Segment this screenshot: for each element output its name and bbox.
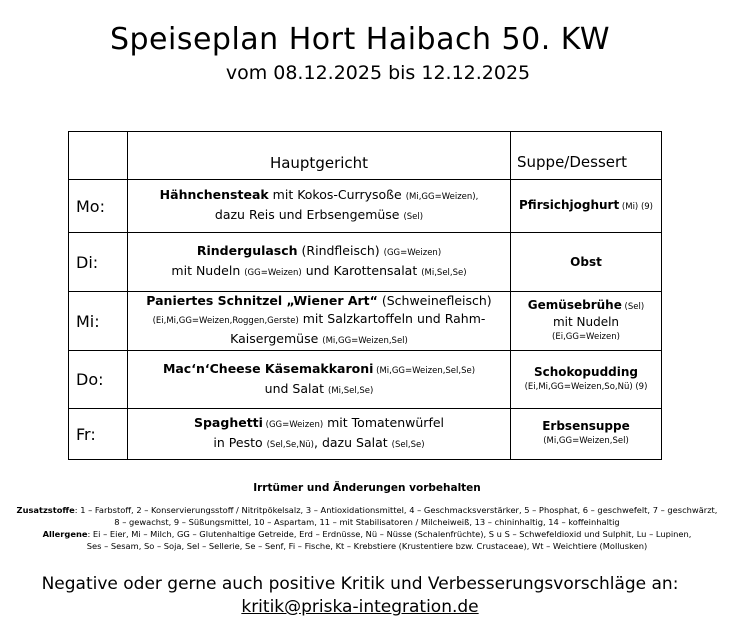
header-main-dish: Hauptgericht xyxy=(128,132,511,180)
table-row-monday xyxy=(69,180,662,233)
main-dish: Rindergulasch (Rindfleisch) (GG=Weizen) mit Nudeln (GG=Weizen) und Karottensalat (Mi,Sel,Se) xyxy=(128,233,511,292)
menu-table xyxy=(68,131,662,460)
day-label: Fr: xyxy=(69,409,128,460)
day-label: Mi: xyxy=(69,292,128,351)
day-label: Do: xyxy=(69,351,128,409)
additives-allergens-legend: Zusatzstoffe: 1 – Farbstoff, 2 – Konservierungsstoff / Nitritpökelsalz, 3 – Antioxidationsmittel, 4 – Geschmacksverstärker, 5 – Phosphat, 6 – geschwefelt, 7 – geschwärzt, 8 – gewachst, 9 – Süßungsmittel, 10 – Aspartam, 11 – mit Stabilisatoren / Milcheiweiß, 13 – chininhaltig, 14 – koffeinhaltig Allergene: Ei – Eier, Mi – Milch, GG – Glutenhaltige Getreide, Erd – Erdnüsse, Nü – Nüsse (Schalenfrüchte), S u S – Schwefeldioxid und Sulphit, Lu – Lupinen, Ses – Sesam, So – Soja, Sel – Sellerie, Se – Senf, Fi – Fische, Kt – Krebstiere (Krustentiere bzw. Crustaceae), Wt – Weichtiere (Mollusken) xyxy=(16,505,718,551)
main-dish: Paniertes Schnitzel „Wiener Art“ (Schweinefleisch) (Ei,Mi,GG=Weizen,Roggen,Gerste) mit Salzkartoffeln und Rahm- Kaisergemüse (Mi,GG=Weizen,Sel) xyxy=(128,292,511,351)
disclaimer-note: Irrtümer und Änderungen vorbehalten xyxy=(253,482,481,494)
table-header-row xyxy=(69,132,662,180)
main-dish: Spaghetti (GG=Weizen) mit Tomatenwürfel in Pesto (Sel,Se,Nü), dazu Salat (Sel,Se) xyxy=(128,409,511,460)
main-dish: Mac‘n‘Cheese Käsemakkaroni (Mi,GG=Weizen,Sel,Se) und Salat (Mi,Sel,Se) xyxy=(128,351,511,409)
date-range: vom 08.12.2025 bis 12.12.2025 xyxy=(225,62,531,84)
table-row-friday xyxy=(69,409,662,460)
feedback-email-link[interactable]: kritik@priska-integration.de xyxy=(241,597,479,617)
day-label: Di: xyxy=(69,233,128,292)
table-row-tuesday xyxy=(69,233,662,292)
table-row-thursday xyxy=(69,351,662,409)
header-soup-dessert: Suppe/Dessert xyxy=(511,132,662,180)
header-day xyxy=(69,132,128,180)
table-row-wednesday xyxy=(69,292,662,351)
feedback-text: Negative oder gerne auch positive Kritik und Verbesserungsvorschläge an: xyxy=(41,574,679,594)
main-dish: Hähnchensteak mit Kokos-Currysoße (Mi,GG=Weizen), dazu Reis und Erbsengemüse (Sel) xyxy=(128,180,511,233)
soup-dessert: Erbsensuppe (Mi,GG=Weizen,Sel) xyxy=(511,409,662,460)
soup-dessert: Obst xyxy=(511,233,662,292)
soup-dessert: Schokopudding (Ei,Mi,GG=Weizen,So,Nü) (9) xyxy=(511,351,662,409)
day-label: Mo: xyxy=(69,180,128,233)
soup-dessert: Pfirsichjoghurt (Mi) (9) xyxy=(511,180,662,233)
page-title: Speiseplan Hort Haibach 50. KW xyxy=(109,22,611,57)
soup-dessert: Gemüsebrühe (Sel) mit Nudeln (Ei,GG=Weizen) xyxy=(511,292,662,351)
